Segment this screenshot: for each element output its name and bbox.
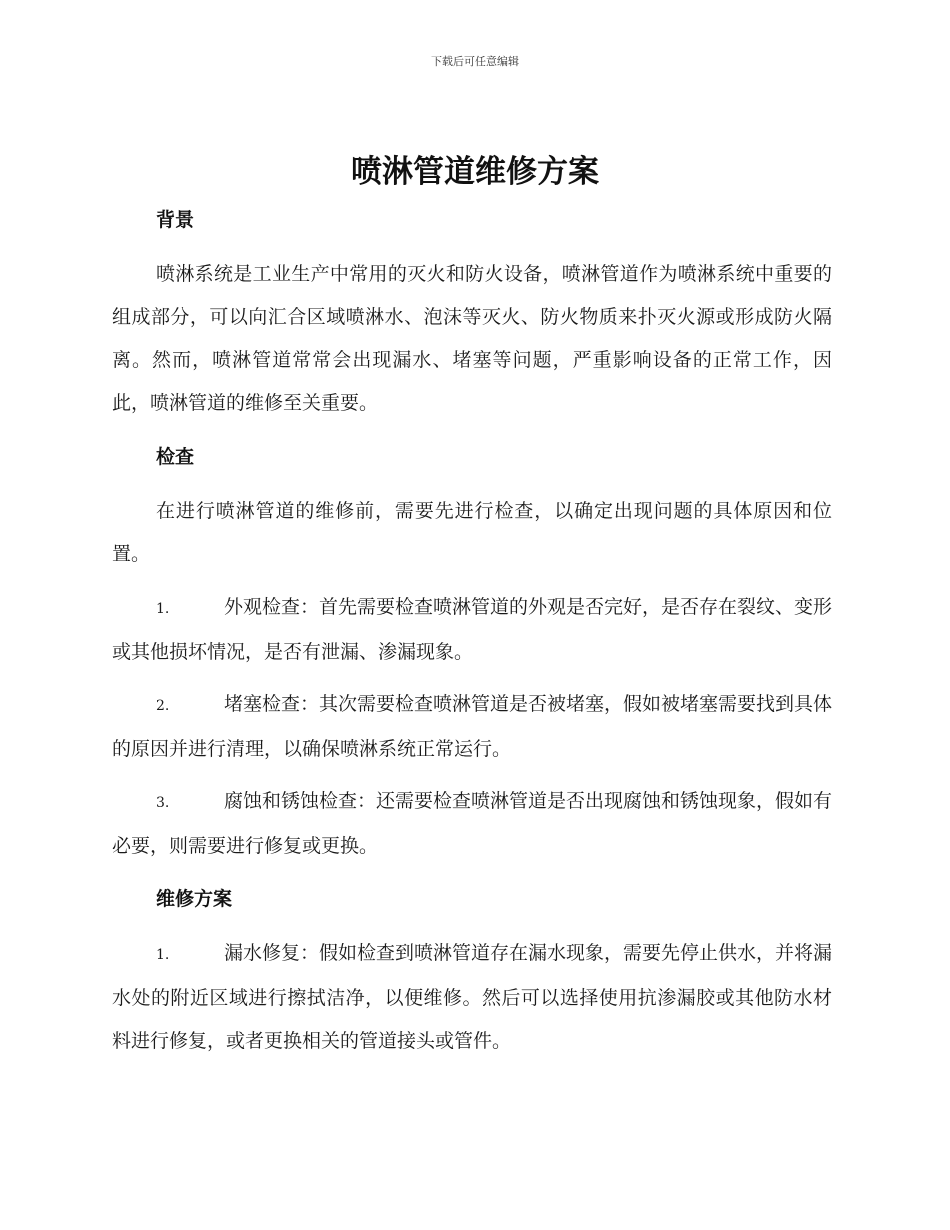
header-note: 下载后可任意编辑 [431, 55, 519, 68]
inspection-list-item [112, 683, 832, 771]
inspection-list-item [112, 780, 832, 868]
list-item-text: 腐蚀和锈蚀检查：还需要检查喷淋管道是否出现腐蚀和锈蚀现象，假如有必要，则需要进行修复或更换。 [112, 790, 833, 857]
list-item-text: 外观检查：首先需要检查喷淋管道的外观是否完好，是否存在裂纹、变形或其他损坏情况，是否有泄漏、渗漏现象。 [112, 596, 833, 663]
document-title: 喷淋管道维修方案 [351, 154, 599, 190]
inspection-paragraph: 在进行喷淋管道的维修前，需要先进行检查，以确定出现问题的具体原因和位置。 [112, 500, 832, 565]
list-item-text: 堵塞检查：其次需要检查喷淋管道是否被堵塞，假如被堵塞需要找到具体的原因并进行清理，以确保喷淋系统正常运行。 [112, 693, 833, 760]
repair-list-item [112, 932, 832, 1063]
section-heading-repair: 维修方案 [156, 888, 233, 910]
list-number: 1. [156, 601, 170, 617]
section-heading-inspection: 检查 [156, 446, 195, 468]
inspection-list-item [112, 586, 832, 674]
list-item-text: 漏水修复：假如检查到喷淋管道存在漏水现象，需要先停止供水，并将漏水处的附近区域进行擦拭洁净，以便维修。然后可以选择使用抗渗漏胶或其他防水材料进行修复，或者更换相关的管道接头或管件。 [112, 942, 833, 1052]
list-number: 3. [156, 795, 170, 811]
list-number: 1. [156, 947, 170, 963]
section-heading-background: 背景 [156, 209, 195, 231]
list-number: 2. [156, 698, 170, 714]
background-paragraph: 喷淋系统是工业生产中常用的灭火和防火设备，喷淋管道作为喷淋系统中重要的组成部分，可以向汇合区域喷淋水、泡沫等灭火、防火物质来扑灭火源或形成防火隔离。然而，喷淋管道常常会出现漏水、堵塞等问题，严重影响设备的正常工作，因此，喷淋管道的维修至关重要。 [112, 263, 832, 414]
